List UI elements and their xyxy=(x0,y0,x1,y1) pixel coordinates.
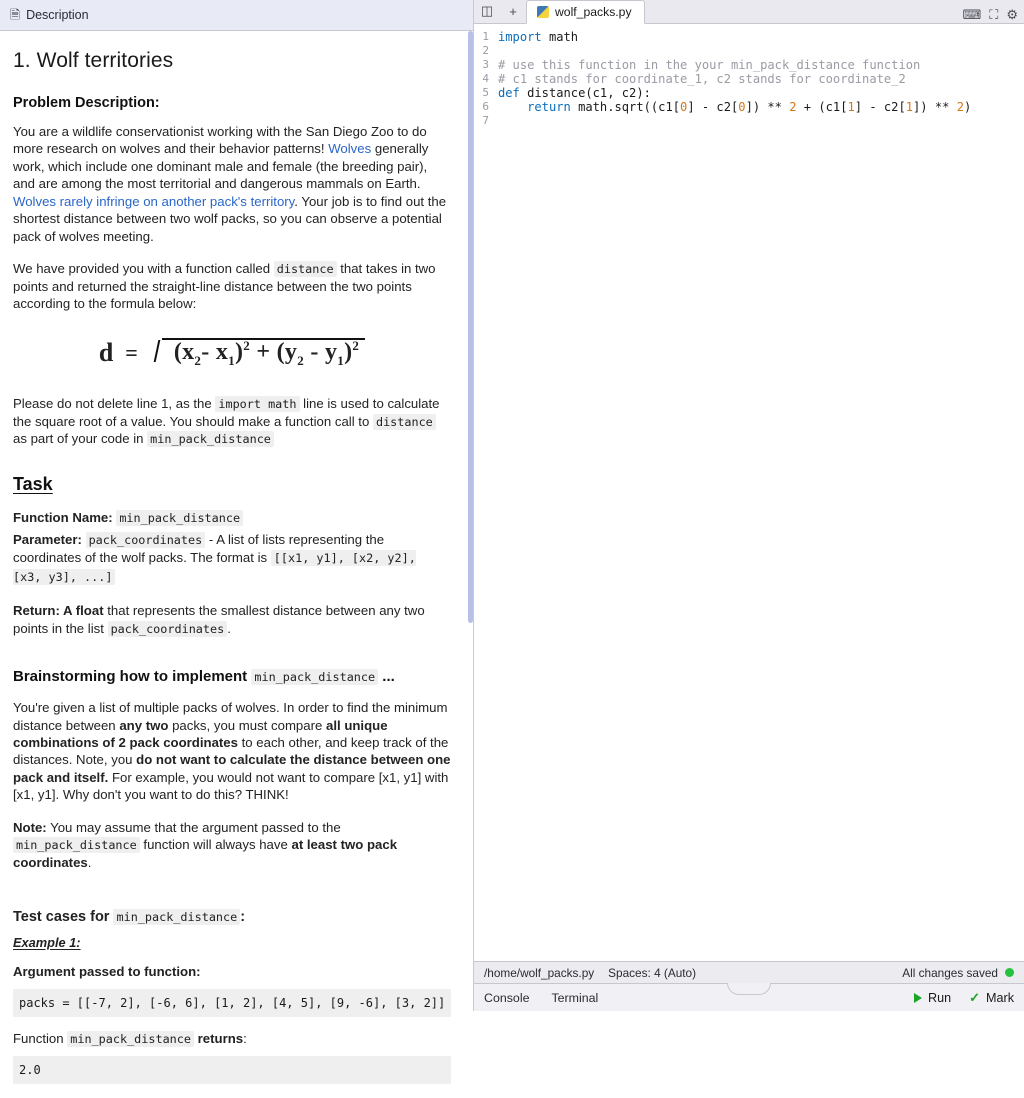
line-content: return math.sqrt((c1[0] - c2[0]) ** 2 + (c1[1] - c2[1]) ** 2) xyxy=(527,100,972,114)
file-tab-wolf-packs[interactable] xyxy=(526,0,645,24)
line-number: 6 xyxy=(482,100,489,113)
test-cases-heading xyxy=(13,909,451,925)
note-bold: at least two pack coordinates xyxy=(13,837,398,870)
code-line xyxy=(474,44,1024,58)
tests-heading-a: Test cases for xyxy=(13,909,114,926)
run-label: Run xyxy=(927,990,952,1005)
distance-formula xyxy=(13,334,451,371)
check-icon: ✓ xyxy=(969,989,980,1005)
description-tabbar xyxy=(0,0,473,31)
note-code: min_pack_distance xyxy=(13,837,140,853)
brainstorming-heading-a: Brainstorming how to implement xyxy=(13,668,252,686)
line-content: # c1 stands for coordinate_1, c2 stands for coordinate_2 xyxy=(498,72,906,86)
returns-fn-code: min_pack_distance xyxy=(67,1031,194,1047)
code-line xyxy=(474,114,1024,128)
parameter-format: [[x1, y1], [x2, y2], [x3, y3], ...] xyxy=(13,551,416,584)
gear-icon[interactable]: ⚙ xyxy=(1006,7,1018,22)
formula-d: d xyxy=(98,337,114,367)
territory-link[interactable]: Wolves rarely infringe on another pack's territory xyxy=(13,193,295,209)
parameter-label: Parameter: xyxy=(13,532,82,548)
mark-button[interactable] xyxy=(969,990,1014,1006)
editor-tabbar-actions xyxy=(962,7,1024,23)
code-line xyxy=(474,30,1024,44)
line-content: # use this function in the your min_pack_distance function xyxy=(498,58,921,72)
formula-expression: ($x_2-$ $x_1)^2 + (y_2 - y_1)^2$ xyxy=(173,338,360,369)
function-returns-line xyxy=(13,1031,451,1046)
function-name-row xyxy=(13,509,451,527)
spaces-setting[interactable]: Spaces: 4 (Auto) xyxy=(608,965,697,980)
line-number: 3 xyxy=(482,58,489,71)
formula-equals: = xyxy=(125,339,138,365)
p2-text-a: We have provided you with a function called xyxy=(13,260,274,276)
save-status-text: All changes saved xyxy=(902,965,998,980)
code-line xyxy=(474,72,1024,86)
p1-text-c: . Your job is to find out the shortest distance between two wolf packs, so you can observe a potential pack of wolves meeting. xyxy=(13,193,447,244)
problem-description-heading: Problem Description: xyxy=(13,95,160,111)
brainstorming-heading-code: min_pack_distance xyxy=(251,669,378,685)
note-text-b: function will always have xyxy=(139,837,292,853)
console-actions xyxy=(914,990,1014,1006)
p1-text-b: generally work, which include one dominant male and female (the breeding pair), and are among the most territorial and dangerous mammals on Earth. xyxy=(13,141,429,192)
return-code: pack_coordinates xyxy=(108,621,228,637)
p2-text-b: that takes in two points and returned the straight-line distance between the two points according to the formula below: xyxy=(13,260,436,311)
function-name-label: Function Name: xyxy=(13,509,113,525)
return-text-b: . xyxy=(227,620,231,636)
file-tab-label: wolf_packs.py xyxy=(555,5,632,19)
problem-paragraph-2 xyxy=(13,260,451,312)
panel-icon[interactable]: ◫ xyxy=(480,3,494,18)
tab-terminal[interactable]: Terminal xyxy=(551,990,599,1005)
code-editor[interactable] xyxy=(474,24,1024,961)
tests-heading-b: : xyxy=(240,909,246,926)
brain-text-b: packs, you must compare xyxy=(168,717,326,733)
tab-description-label: Description xyxy=(26,8,89,22)
return-row xyxy=(13,602,451,638)
brain-text-d: For example, you would not want to compare [x1, y1] with [x1, y1]. Why don't you want to do this? THINK! xyxy=(13,769,449,803)
distance-code-2: distance xyxy=(373,414,436,430)
line-number: 1 xyxy=(482,30,489,43)
parameter-row xyxy=(13,531,451,586)
brainstorming-heading xyxy=(13,668,451,685)
tab-description[interactable] xyxy=(10,8,89,22)
p1-text-a: You are a wildlife conservationist working with the San Diego Zoo to do more research on wolves and their behavior patterns! xyxy=(13,124,427,157)
file-path: /home/wolf_packs.py xyxy=(484,965,595,980)
brain-bold-2: all unique combinations of 2 pack coordinates xyxy=(13,717,388,750)
note-text-c: . xyxy=(87,854,92,870)
brain-bold-3: do not want to calculate the distance between one pack and itself. xyxy=(13,752,451,785)
import-math-code: import math xyxy=(215,396,299,412)
run-button[interactable] xyxy=(914,991,951,1005)
fullscreen-icon[interactable]: ⛶ xyxy=(989,7,999,22)
line-number: 4 xyxy=(482,72,489,85)
line-number: 5 xyxy=(482,86,489,99)
wolves-link[interactable]: Wolves xyxy=(328,141,372,157)
problem-paragraph-3 xyxy=(13,395,451,448)
parameter-text: - A list of lists representing the coordinates of the wolf packs. The format is xyxy=(13,532,385,566)
brainstorming-paragraph xyxy=(13,699,451,804)
mark-label: Mark xyxy=(986,990,1014,1005)
function-name-value: min_pack_distance xyxy=(116,510,243,526)
brain-text-a: You're given a list of multiple packs of wolves. In order to find the minimum distance between xyxy=(13,700,448,733)
line-number: 7 xyxy=(482,114,489,127)
code-line xyxy=(474,86,1024,100)
argument-code-block: packs = [[-7, 2], [-6, 6], [1, 2], [4, 5], [9, -6], [3, 2]] xyxy=(13,989,451,1017)
tests-heading-code: min_pack_distance xyxy=(113,909,240,925)
description-content xyxy=(0,31,473,1098)
line-content: import math xyxy=(498,30,579,44)
return-text-a: that represents the smallest distance between any two points in the list xyxy=(13,602,425,636)
argument-label: Argument passed to function: xyxy=(13,964,201,980)
min-pack-distance-code-1: min_pack_distance xyxy=(147,431,274,447)
distance-code-inline: distance xyxy=(274,261,337,277)
brainstorming-heading-b: ... xyxy=(378,668,395,686)
python-file-icon xyxy=(537,6,549,18)
code-line xyxy=(474,100,1024,114)
code-lines xyxy=(474,30,1024,128)
scrollbar-thumb[interactable] xyxy=(468,31,473,623)
line-number: 2 xyxy=(482,44,489,57)
editor-status-bar xyxy=(474,961,1024,983)
task-heading: Task xyxy=(13,473,53,494)
save-status-group xyxy=(902,966,1014,980)
terminal-icon[interactable]: ⌨ xyxy=(962,7,982,22)
brain-bold-1: any two xyxy=(119,717,169,733)
save-status-indicator xyxy=(1005,968,1014,977)
description-scrollbar[interactable] xyxy=(468,31,473,1011)
return-label: Return: A float xyxy=(13,602,104,618)
note-paragraph xyxy=(13,819,451,871)
panel-resize-handle[interactable] xyxy=(727,983,771,995)
p3-text-a: Please do not delete line 1, as the xyxy=(13,396,216,412)
returns-bold: returns xyxy=(194,1031,244,1047)
brain-text-c: to each other, and keep track of the distances. Note, you xyxy=(13,735,449,768)
formula-radical xyxy=(148,334,365,371)
plus-icon[interactable]: + xyxy=(509,3,517,19)
p3-text-b: line is used to calculate the square root of a value. You should make a function call to xyxy=(13,396,440,429)
returns-text-a: Function xyxy=(13,1031,68,1047)
page-title: 1. Wolf territories xyxy=(13,49,174,72)
parameter-code: pack_coordinates xyxy=(86,532,206,548)
description-pane xyxy=(0,0,474,1078)
note-text-a: You may assume that the argument passed to the xyxy=(46,819,341,835)
example-1-label: Example 1: xyxy=(13,935,81,951)
code-line xyxy=(474,58,1024,72)
description-icon: 🗎 xyxy=(10,7,21,22)
return-value-block: 2.0 xyxy=(13,1056,451,1084)
console-bar xyxy=(474,983,1024,1011)
line-content: def distance(c1, c2): xyxy=(498,86,651,100)
editor-tabbar xyxy=(474,0,1024,24)
play-icon xyxy=(914,993,922,1003)
note-label: Note: xyxy=(13,819,47,835)
tab-console[interactable]: Console xyxy=(484,990,530,1005)
editor-pane xyxy=(474,0,1024,1011)
p3-text-c: as part of your code in xyxy=(13,431,148,447)
problem-paragraph-1 xyxy=(13,123,451,245)
returns-colon: : xyxy=(243,1031,247,1047)
